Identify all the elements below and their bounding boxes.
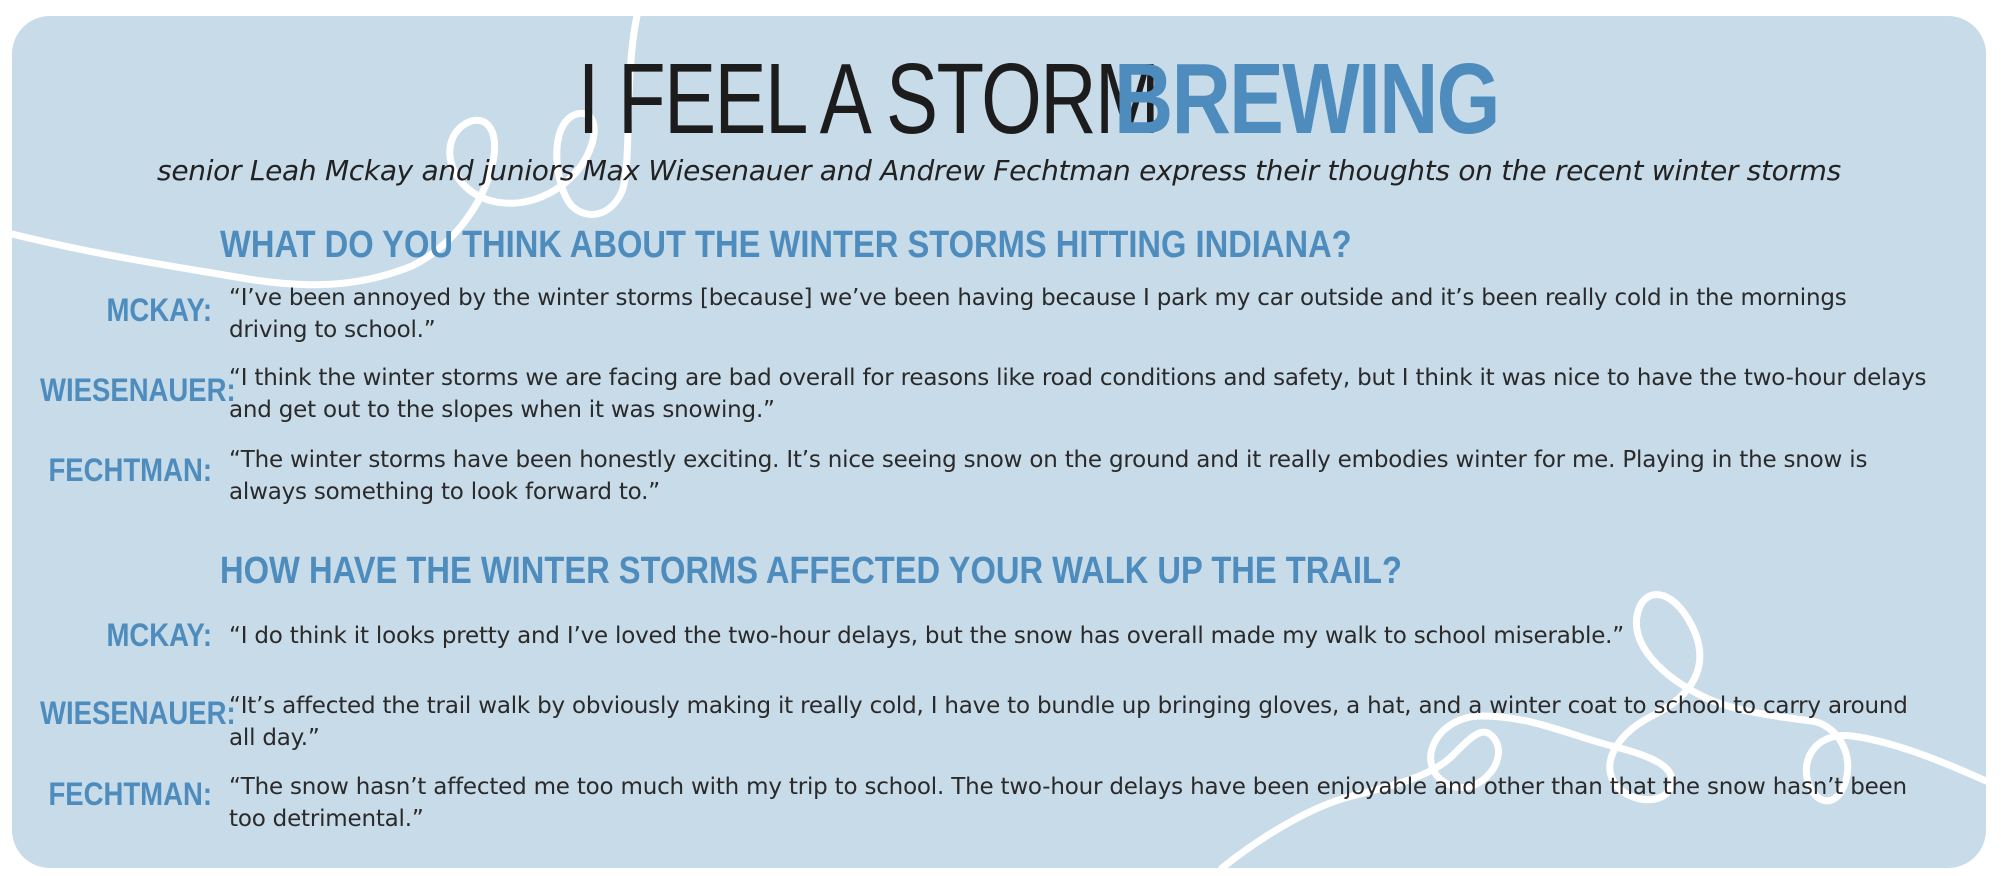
question-2: HOW HAVE THE WINTER STORMS AFFECTED YOUR WALK UP THE TRAIL? bbox=[220, 550, 1402, 592]
speaker-wiesenauer-2: WIESENAUER: bbox=[40, 695, 236, 731]
speaker-mckay-1: MCKAY: bbox=[106, 292, 212, 328]
quote-mckay-1: “I’ve been annoyed by the winter storms [because] we’ve been having because I park my car outside and it’s been really cold in the mornings driving to school.” bbox=[229, 285, 1847, 343]
quote-fechtman-1: “The winter storms have been honestly exciting. It’s nice seeing snow on the ground and it really embodies winter for me. Playing in the snow is always something to look forward to.” bbox=[229, 447, 1868, 505]
quote-mckay-2: “I do think it looks pretty and I’ve loved the two-hour delays, but the snow has overall made my walk to school miserable.” bbox=[229, 623, 1624, 649]
speaker-mckay-2: MCKAY: bbox=[106, 617, 212, 653]
headline-bold: BREWING bbox=[1114, 43, 1500, 155]
storm-panel bbox=[12, 16, 1986, 868]
headline-light: I FEEL A STORM bbox=[577, 43, 1159, 155]
question-1: WHAT DO YOU THINK ABOUT THE WINTER STORMS HITTING INDIANA? bbox=[220, 224, 1352, 266]
subheadline: senior Leah Mckay and juniors Max Wiesenauer and Andrew Fechtman express their thoughts on the recent winter storms bbox=[157, 154, 1841, 187]
speaker-fechtman-2: FECHTMAN: bbox=[48, 776, 212, 812]
quote-wiesenauer-2: “It’s affected the trail walk by obviously making it really cold, I have to bundle up bringing gloves, a hat, and a winter coat to school to carry around all day.” bbox=[229, 693, 1908, 751]
quote-wiesenauer-1: “I think the winter storms we are facing are bad overall for reasons like road conditions and safety, but I think it was nice to have the two-hour delays and get out to the slopes when it was snowing.” bbox=[229, 365, 1927, 423]
quote-fechtman-2: “The snow hasn’t affected me too much with my trip to school. The two-hour delays have been enjoyable and other than that the snow hasn’t been too detrimental.” bbox=[229, 774, 1907, 832]
speaker-fechtman-1: FECHTMAN: bbox=[48, 452, 212, 488]
headline bbox=[12, 44, 1986, 154]
speaker-wiesenauer-1: WIESENAUER: bbox=[40, 372, 236, 408]
